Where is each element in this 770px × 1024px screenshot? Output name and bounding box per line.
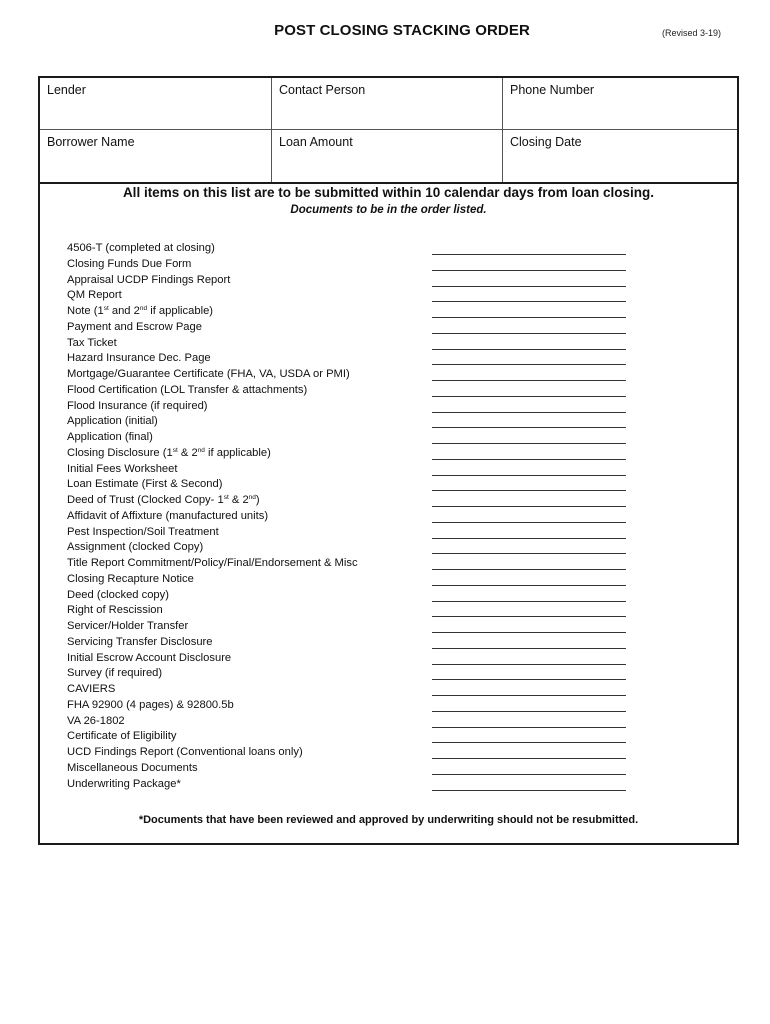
info-grid bbox=[40, 78, 737, 184]
checklist-blank-line[interactable] bbox=[432, 695, 626, 696]
checklist-item-text: if applicable) bbox=[147, 305, 214, 317]
checklist-item-label: FHA 92900 (4 pages) & 92800.5b bbox=[67, 698, 234, 711]
checklist-item-label: Mortgage/Guarantee Certificate (FHA, VA, USDA or PMI) bbox=[67, 368, 350, 380]
checklist-item-text: Deed of Trust (Clocked Copy- 1 bbox=[67, 494, 224, 506]
checklist-item-text: if applicable) bbox=[204, 446, 271, 459]
ordinal-suffix: st bbox=[103, 305, 109, 312]
ordinal-suffix: nd bbox=[197, 446, 205, 454]
checklist-item-text: Note (1 bbox=[67, 305, 104, 317]
loan-amount-label: Loan Amount bbox=[279, 135, 353, 149]
order-notice: Documents to be in the order listed. bbox=[290, 204, 487, 216]
checklist-item-label: Appraisal UCDP Findings Report bbox=[67, 273, 231, 286]
checklist-item-label: Servicing Transfer Disclosure bbox=[67, 635, 213, 648]
checklist-blank-line[interactable] bbox=[432, 254, 626, 255]
checklist-item-label: Flood Insurance (if required) bbox=[67, 399, 208, 412]
checklist-blank-line[interactable] bbox=[432, 506, 626, 507]
checklist-blank-line[interactable] bbox=[432, 538, 626, 539]
checklist-blank-line[interactable] bbox=[432, 333, 626, 334]
checklist-item-label: Assignment (clocked Copy) bbox=[67, 541, 204, 554]
checklist-blank-line[interactable] bbox=[432, 396, 626, 397]
checklist-blank-line[interactable] bbox=[432, 270, 626, 271]
contact-person-field[interactable] bbox=[272, 78, 502, 129]
checklist-item-label: Initial Fees Worksheet bbox=[67, 462, 178, 475]
checklist-item-label: Survey (if required) bbox=[67, 667, 163, 680]
ordinal-suffix: nd bbox=[248, 494, 256, 501]
page-title: POST CLOSING STACKING ORDER bbox=[274, 22, 530, 39]
revision-note: (Revised 3-19) bbox=[662, 28, 722, 38]
checklist-item-label: QM Report bbox=[67, 289, 122, 302]
checklist-blank-line[interactable] bbox=[432, 601, 626, 602]
lender-label: Lender bbox=[47, 83, 86, 97]
checklist-blank-line[interactable] bbox=[432, 459, 626, 460]
closing-date-field[interactable] bbox=[503, 130, 737, 182]
checklist-blank-line[interactable] bbox=[432, 553, 626, 554]
checklist-item-label: Servicer/Holder Transfer bbox=[67, 620, 189, 632]
checklist-blank-line[interactable] bbox=[432, 364, 626, 365]
phone-number-label: Phone Number bbox=[510, 83, 595, 97]
checklist-blank-line[interactable] bbox=[432, 490, 626, 491]
checklist-item-label: Closing Recapture Notice bbox=[67, 572, 194, 585]
checklist-blank-line[interactable] bbox=[432, 648, 626, 649]
checklist-item-label: Tax Ticket bbox=[67, 336, 117, 349]
checklist-blank-line[interactable] bbox=[432, 711, 626, 712]
checklist-item-label: Miscellaneous Documents bbox=[67, 761, 198, 774]
checklist-blank-line[interactable] bbox=[432, 427, 626, 428]
checklist-item-label: Initial Escrow Account Disclosure bbox=[67, 651, 232, 664]
contact-person-label: Contact Person bbox=[279, 83, 366, 97]
checklist-item-label bbox=[67, 494, 260, 506]
borrower-name-label: Borrower Name bbox=[47, 135, 135, 149]
loan-amount-field[interactable] bbox=[272, 130, 502, 182]
checklist-item-label: Application (initial) bbox=[67, 415, 158, 428]
checklist-blank-line[interactable] bbox=[432, 616, 626, 617]
checklist-item-label: Right of Rescission bbox=[67, 604, 163, 617]
lender-field[interactable] bbox=[40, 78, 271, 129]
checklist-item-text: ) bbox=[255, 494, 260, 506]
checklist-item-label: Deed (clocked copy) bbox=[67, 588, 169, 601]
checklist-blank-line[interactable] bbox=[432, 790, 626, 791]
submission-notice: All items on this list are to be submitted within 10 calendar days from loan closing. bbox=[122, 185, 655, 200]
footnote: *Documents that have been reviewed and approved by underwriting should not be resubmitted. bbox=[138, 814, 639, 826]
checklist-blank-line[interactable] bbox=[432, 380, 626, 381]
checklist-item-label: Application (final) bbox=[67, 431, 153, 443]
checklist-item-label: CAVIERS bbox=[67, 683, 116, 695]
checklist-item-text: Closing Disclosure (1 bbox=[67, 446, 173, 459]
ordinal-suffix: nd bbox=[139, 305, 148, 312]
checklist-item-label: Underwriting Package* bbox=[67, 777, 181, 790]
checklist-blank-line[interactable] bbox=[432, 412, 626, 413]
checklist-blank-line[interactable] bbox=[432, 317, 626, 318]
checklist-blank-line[interactable] bbox=[432, 742, 626, 743]
checklist-item-label: Certificate of Eligibility bbox=[67, 730, 177, 743]
checklist-item-label: Title Report Commitment/Policy/Final/Endorsement & Misc bbox=[67, 557, 358, 569]
checklist-blank-line[interactable] bbox=[432, 774, 626, 775]
checklist-item-text: & 2 bbox=[177, 446, 198, 459]
checklist-item-text: & 2 bbox=[228, 494, 249, 506]
checklist-blank-line[interactable] bbox=[432, 632, 626, 633]
borrower-name-field[interactable] bbox=[40, 130, 271, 182]
checklist-blank-line[interactable] bbox=[432, 679, 626, 680]
checklist-blank-line[interactable] bbox=[432, 443, 626, 444]
checklist-item-label: Payment and Escrow Page bbox=[67, 320, 202, 333]
phone-number-field[interactable] bbox=[503, 78, 737, 129]
checklist-item-label: Loan Estimate (First & Second) bbox=[67, 478, 223, 491]
checklist-item-label: VA 26-1802 bbox=[67, 714, 125, 727]
checklist-item-text: and 2 bbox=[108, 305, 140, 317]
checklist-blank-line[interactable] bbox=[432, 727, 626, 728]
checklist-blank-line[interactable] bbox=[432, 349, 626, 350]
checklist-blank-line[interactable] bbox=[432, 475, 626, 476]
checklist-item-label: UCD Findings Report (Conventional loans only) bbox=[67, 746, 303, 758]
checklist-blank-line[interactable] bbox=[432, 286, 626, 287]
checklist-blank-line[interactable] bbox=[432, 585, 626, 586]
checklist-item-label: Pest Inspection/Soil Treatment bbox=[67, 525, 219, 538]
checklist-blank-line[interactable] bbox=[432, 569, 626, 570]
checklist-blank-line[interactable] bbox=[432, 664, 626, 665]
checklist-item-label bbox=[67, 447, 271, 459]
checklist-blank-line[interactable] bbox=[432, 758, 626, 759]
ordinal-suffix: st bbox=[172, 446, 178, 454]
checklist-item-label: Flood Certification (LOL Transfer & attachments) bbox=[67, 383, 308, 396]
checklist-item-label: 4506-T (completed at closing) bbox=[67, 242, 215, 254]
checklist-item-label: Hazard Insurance Dec. Page bbox=[67, 352, 211, 365]
form-frame bbox=[38, 76, 739, 845]
checklist-blank-line[interactable] bbox=[432, 522, 626, 523]
ordinal-suffix: st bbox=[223, 494, 229, 501]
checklist-item-label: Closing Funds Due Form bbox=[67, 257, 192, 270]
closing-date-label: Closing Date bbox=[510, 135, 582, 149]
checklist-item-label: Affidavit of Affixture (manufactured units) bbox=[67, 509, 269, 522]
checklist-item-label bbox=[67, 305, 213, 317]
checklist-blank-line[interactable] bbox=[432, 301, 626, 302]
